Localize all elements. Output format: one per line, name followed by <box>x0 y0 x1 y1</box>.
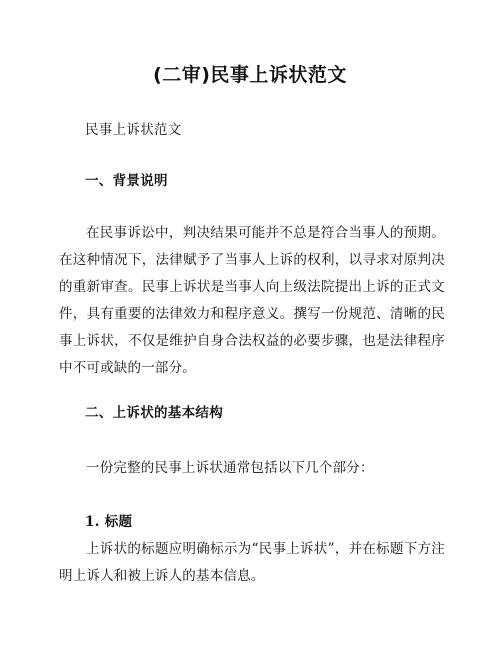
section-heading-structure: 二、上诉状的基本结构 <box>85 405 223 421</box>
document-subtitle: 民事上诉状范文 <box>85 122 182 138</box>
section-heading-background: 一、背景说明 <box>85 173 168 189</box>
section-heading-title-part: 1. 标题 <box>85 514 133 530</box>
section-paragraph-structure: 一份完整的民事上诉状通常包括以下几个部分： <box>86 460 374 476</box>
document-title: (二审)民事上诉状范文 <box>153 64 347 86</box>
section-paragraph-background: 在民事诉讼中，判决结果可能并不总是符合当事人的预期。在这种情况下，法律赋予了当事人上诉的权利，以寻求对原判决的重新审查。民事上诉状是当事人向上级法院提出上诉的正式文件，具有重要的法律效力和程序意义。撰写一份规范、清晰的民事上诉状，不仅是维护自身合法权益的必要步骤，也是法律程序中不可或缺的一部分。 <box>59 225 445 376</box>
section-paragraph-title-part: 上诉状的标题应明确标示为“民事上诉状”，并在标题下方注明上诉人和被上诉人的基本信息。 <box>59 541 445 584</box>
